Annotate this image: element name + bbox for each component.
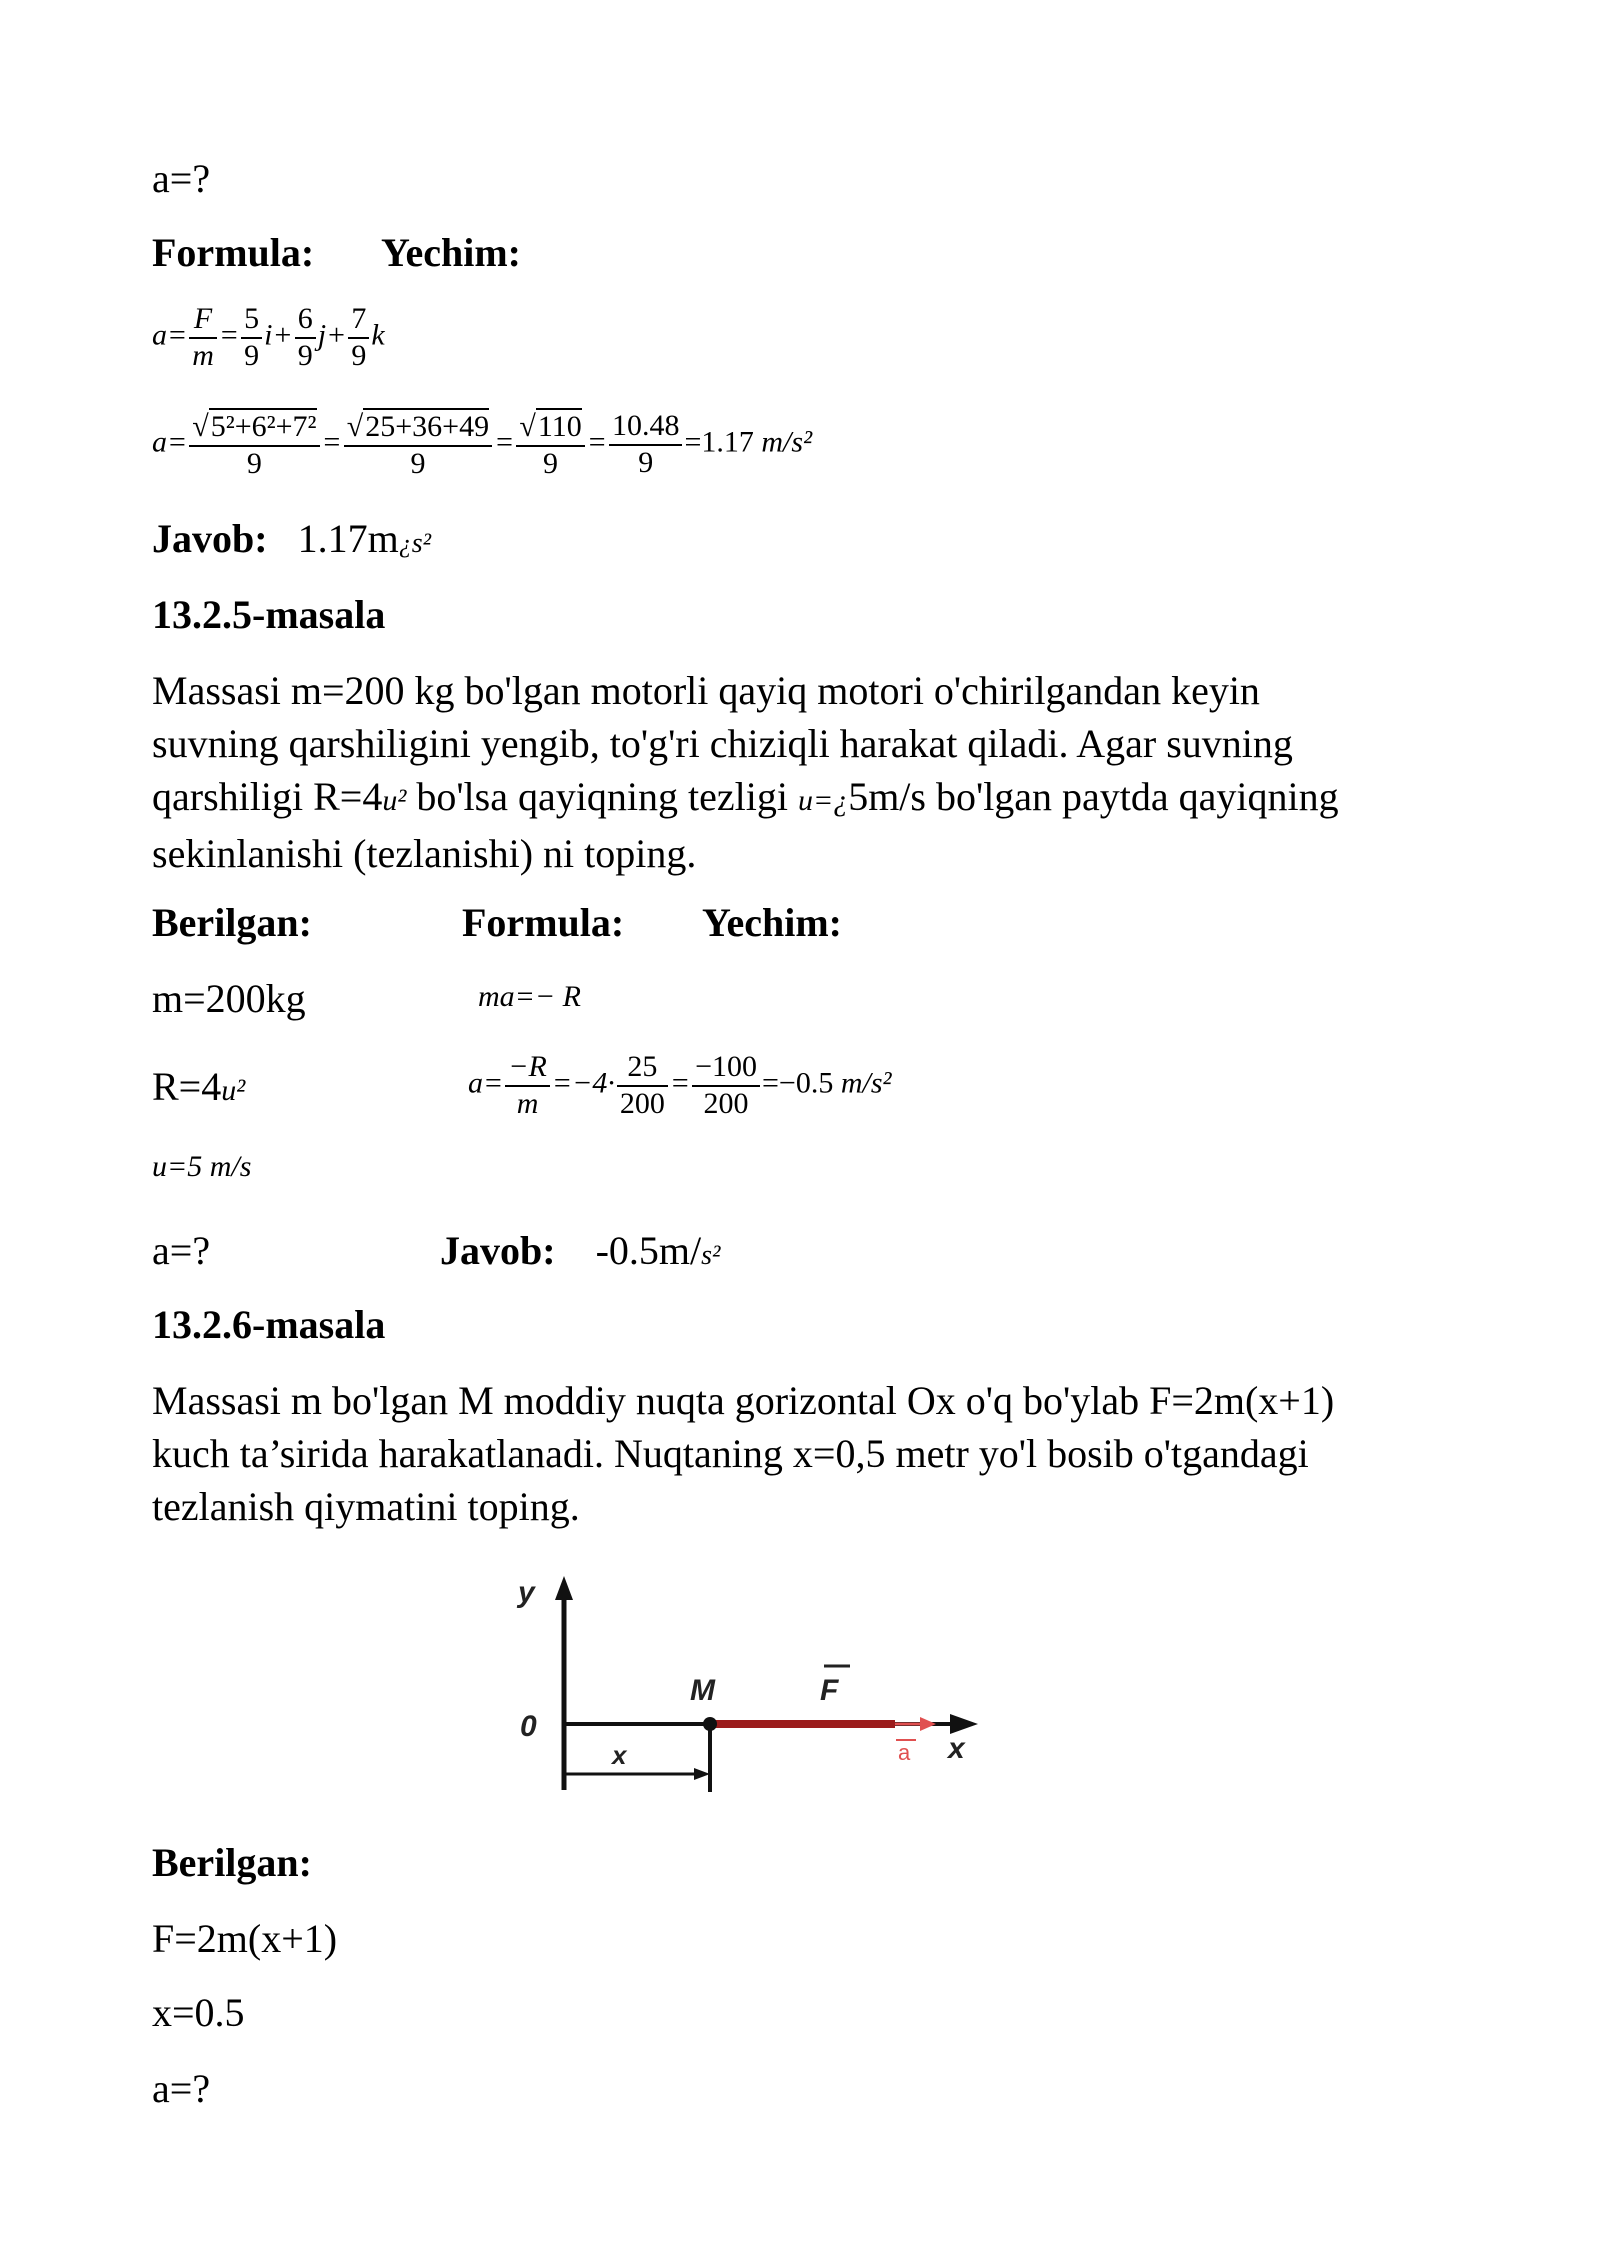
x-axis-arrow (950, 1714, 978, 1734)
given-velocity: u=5 m/s (152, 1150, 252, 1183)
given-mass: m=200kg (152, 976, 306, 1021)
problem-heading-13-2-5: 13.2.5-masala (152, 592, 386, 637)
formula-label: Formula: (152, 230, 315, 275)
problem-text-13-2-6: Massasi m bo'lgan M moddiy nuqta gorizontal Ox o'q bo'ylab F=2m(x+1) kuch ta’sirida harakatlanadi. Nuqtaning x=0,5 metr yo'l bosib o'tgandagi tezlanish qiymatini toping. (152, 1378, 1335, 1529)
yechim-label-2: Yechim: (702, 900, 842, 945)
given-label-2: Berilgan: (152, 1840, 312, 1885)
given-force: F=2m(x+1) (152, 1916, 338, 1961)
point-m-label: M (690, 1674, 715, 1707)
origin-label: 0 (520, 1710, 537, 1743)
given-x: x=0.5 (152, 1990, 245, 2035)
equation-deceleration: a= $\frac{-R}{m}$ =−4· $\frac{25}{200}$ = $\frac{-100}{200}$ =−0.5 m/s² (468, 1050, 892, 1120)
equation-acceleration-vector: a= $\frac{F}{m}$ = $\frac{5}{9}$ i+ $\frac{6}{9}$ j+ $\frac{7}{9}$ k (152, 302, 385, 372)
question-a: a=? (152, 156, 211, 201)
problem-text-13-2-5: Massasi m=200 kg bo'lgan motorli qayiq motori o'chirilgandan keyin suvning qarshiligini yengib, to'g'ri chiziqli harakat qiladi. Agar suvning qarshiligi R=4u² bo'lsa qayiqning tezligi u=¿5m/s bo'lgan paytda qayiqning sekinlanishi (tezlanishi) ni toping. (152, 668, 1339, 876)
answer-line: Javob: 1.17m¿s² (152, 516, 431, 561)
force-diagram (500, 1560, 1000, 1810)
problem-heading-13-2-6: 13.2.6-masala (152, 1302, 386, 1347)
x-segment-arrow (694, 1768, 710, 1780)
equation-acceleration-magnitude: a= $\frac{\text{√5²+6²+7²}}{9}$ = $\frac{√25+36+49}{9}$ = $\frac{√110}{9}$ = $\frac{10.48}{9}$ =1.17 m/s² (152, 409, 813, 480)
x-segment-label: x (612, 1740, 627, 1770)
given-label: Berilgan: (152, 900, 312, 945)
y-axis-label: y (518, 1576, 535, 1609)
yechim-label: Yechim: (381, 230, 521, 275)
ask-acceleration-2: a=? (152, 2066, 211, 2111)
y-axis-arrow (555, 1576, 573, 1600)
accel-label: a (898, 1740, 911, 1765)
force-label: F (820, 1674, 839, 1707)
x-axis-label: x (948, 1732, 965, 1765)
answer-line-2: Javob: -0.5m/s² (440, 1228, 721, 1273)
equation-newton: ma=− R (478, 980, 581, 1013)
ask-acceleration: a=? (152, 1228, 211, 1273)
acceleration-arrow (920, 1717, 936, 1731)
formula-label-2: Formula: (462, 900, 625, 945)
given-resistance: R=4u² (152, 1064, 246, 1109)
